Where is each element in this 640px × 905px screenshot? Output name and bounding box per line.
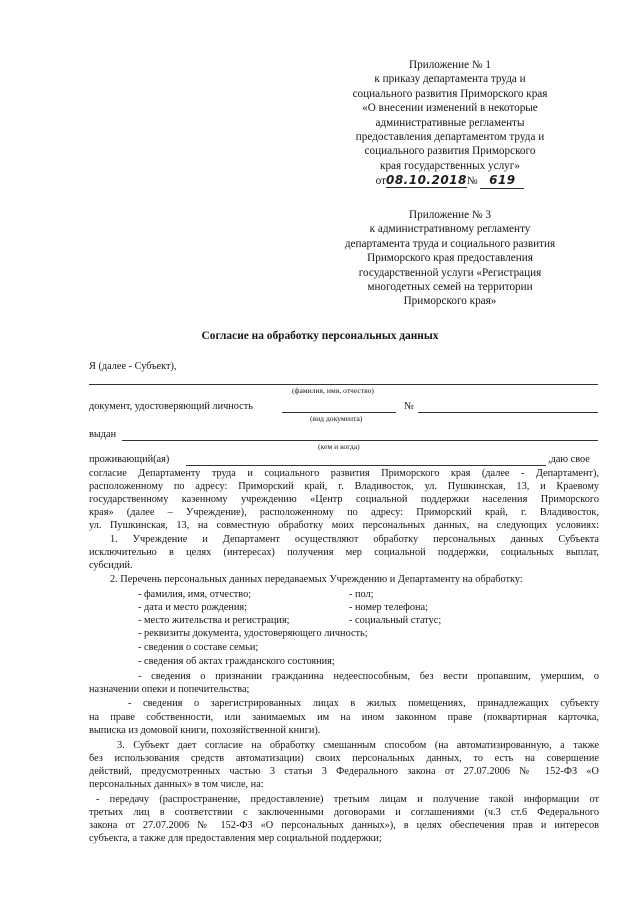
intro-line: ул. Пушкинская, 13, на совместную обработку моих персональных данных, на следующих условиях: (89, 520, 599, 531)
header-line: Приложение № 3 (409, 209, 491, 221)
intro-line: согласие Департаменту труда и социального развития Приморского края (далее - Департамент), (89, 468, 599, 479)
housing-line: выписка из домовой книги, похозяйственной книги). (89, 725, 321, 736)
header-line: Приложение № 1 (409, 59, 491, 71)
header-line: предоставления департаментом труда и (355, 131, 545, 144)
doc-label: документ, удостоверяющий личность (89, 401, 253, 412)
fio-field-line[interactable] (89, 384, 598, 385)
transfer-line: субъекта, а также для предоставления мер социальной поддержки; (89, 833, 382, 844)
list-item: - социальный статус; (349, 615, 442, 626)
header-line: многодетных семей на территории (367, 281, 533, 294)
doc-type-field-line[interactable] (282, 412, 396, 413)
handwritten-number: 619 (480, 173, 524, 188)
transfer-line: третьих лиц в соответствии с заключенными договорами и соглашениями (ч.3 ст.6 Федерального (89, 807, 599, 818)
header-line: социального развития Приморского края (352, 87, 548, 100)
incapacity-line: назначении опеки и попечительства; (89, 684, 250, 695)
point-1-line: 1. Учреждение и Департамент осуществляют обработку персональных данных Субъекта (110, 534, 599, 545)
intro-line: государственному казенному учреждению «Центр социальной поддержки населения Приморского (89, 494, 599, 505)
transfer-line: закона от 27.07.2006 № 152-ФЗ «О персональных данных»), в целях обеспечения прав и интересов (89, 820, 599, 831)
document-title: Согласие на обработку персональных данных (201, 330, 439, 342)
fio-caption: (фамилия, имя, отчество) (292, 386, 374, 395)
appendix-1-header (300, 58, 600, 189)
header-line: к административному регламенту (369, 223, 531, 236)
list-item: - реквизиты документа, удостоверяющего личность; (138, 628, 368, 639)
intro-line: края» (далее – Учреждение), расположенному по адресу: Приморский край, г. Владивосток, (89, 507, 599, 518)
transfer-line: - передачу (распространение, предоставление) третьим лицам и получение такой информации от (96, 794, 599, 805)
header-line: социального развития Приморского (364, 145, 536, 158)
header-line: края государственных услуг» (380, 159, 520, 172)
issued-field-line[interactable] (122, 440, 598, 441)
order-date-line (300, 173, 600, 188)
handwritten-date: 08.10.2018 (385, 173, 467, 188)
point-3-line: действий, предусмотренных частью 3 статьи 3 Федерального закона от 27.07.2006 № 152-ФЗ «О (89, 766, 599, 777)
subject-label: Я (далее - Субъект), (89, 361, 177, 372)
point-3-line: персональных данных» в том числе, на: (89, 779, 264, 790)
housing-line: - сведения о зарегистрированных лицах в жилых помещениях, принадлежащих субъекту (128, 698, 599, 709)
appendix-3-header (300, 208, 600, 309)
doc-number-field-line[interactable] (418, 412, 598, 413)
header-line: административные регламенты (375, 116, 525, 129)
doc-type-caption: (вид документа) (310, 414, 363, 423)
issued-label: выдан (89, 429, 117, 440)
list-item: - дата и место рождения; (138, 602, 247, 613)
list-item: - сведения о составе семьи; (138, 642, 259, 653)
doc-number-label: № (404, 401, 414, 412)
header-line: «О внесении изменений в некоторые (362, 102, 538, 115)
consent-word: ,даю свое (548, 454, 590, 465)
point-1-line: исключительно в целях (интересах) получения мер социальной поддержки, социальных выплат, (89, 547, 599, 558)
point-3-line: без использования средств автоматизации) своих персональных данных, то есть на совершение (89, 753, 599, 764)
intro-line: расположенному по адресу: Приморский край, г. Владивосток, ул. Пушкинская, 13, и Краевому (89, 481, 599, 492)
point-3-line: 3. Субъект дает согласие на обработку смешанным способом (на автоматизированную, а также (117, 740, 599, 751)
list-item: - фамилия, имя, отчество; (138, 589, 252, 600)
point-1-line: субсидий. (89, 560, 133, 571)
list-item: - сведения об актах гражданского состояния; (138, 656, 335, 667)
header-line: Приморского края» (403, 295, 497, 308)
living-label: проживающий(ая) (89, 454, 170, 465)
header-line: Приморского края предоставления (367, 252, 533, 265)
list-item: - пол; (349, 589, 374, 600)
number-prefix: № (466, 175, 478, 188)
list-item: - место жительства и регистрация; (138, 615, 290, 626)
header-line: государственной услуги «Регистрация (358, 266, 542, 279)
housing-line: на праве собственности, или занимаемых им на ином законном праве (поквартирная карточка, (89, 712, 599, 723)
point-2-heading: 2. Перечень персональных данных передаваемых Учреждению и Департаменту на обработку: (110, 574, 523, 585)
header-line: департамента труда и социального развития (344, 237, 556, 250)
date-prefix: от (375, 175, 386, 188)
list-item: - номер телефона; (349, 602, 428, 613)
issued-caption: (кем и когда) (318, 442, 360, 451)
address-field-line[interactable] (186, 465, 546, 466)
header-line: к приказу департамента труда и (374, 73, 526, 86)
incapacity-line: - сведения о признании гражданина недееспособным, без вести пропавшим, умершим, о (138, 671, 599, 682)
